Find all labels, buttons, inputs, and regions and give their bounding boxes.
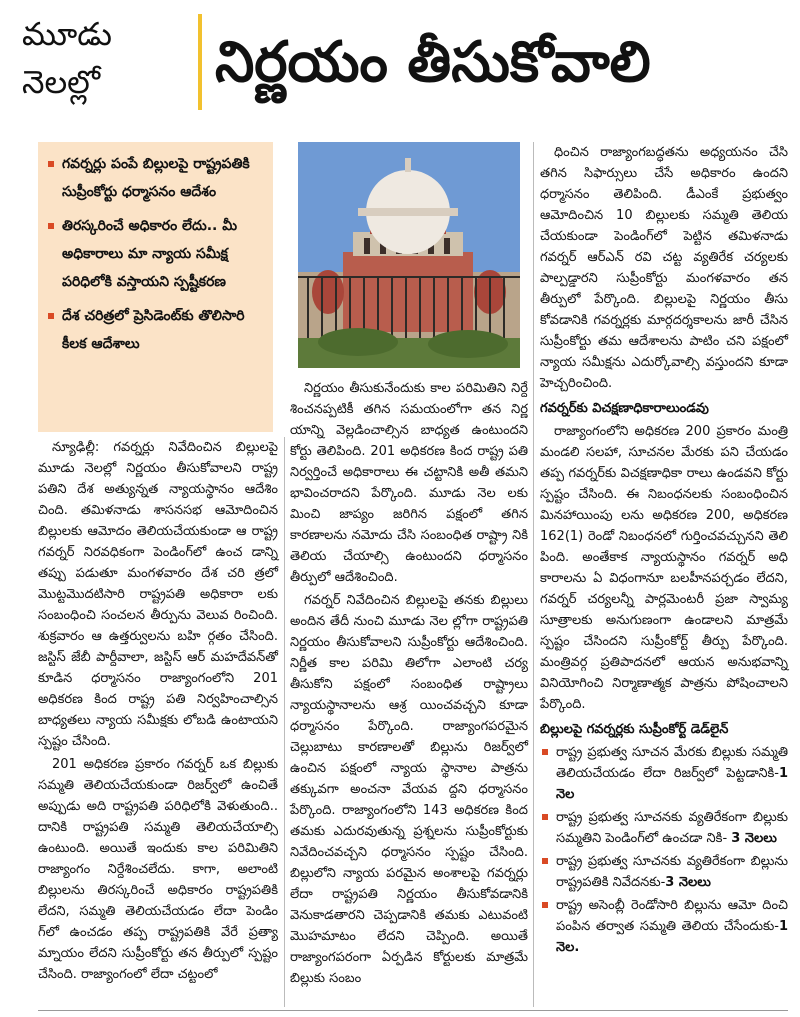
deadline-text: రాష్ట్ర ప్రభుత్వ సూచన మేరకు బిల్లుకు సమ్మతి తెలియచేయడం లేదా రిజర్వ్‌లో పెట్టడానికి- — [556, 745, 788, 781]
article-paragraph: నిర్ణయం తీసుకునేందుకు కాల పరిమితిని నిర్దే శించనప్పటికీ తగిన సమయంలోగా తన నిర్ణ యాన్ని వెల్లడించాల్సిన బాధ్యత ఉంటుందని కోర్టు తెలిపింది. 201 అధికరణ కింద రాష్ట్ర పతి నిర్వర్తించే అధికారాలు ఈ చట్టానికి అతీ తమని భావించరాదని పేర్కొంది. మూడు నెల లకు మించి జాప్యం జరిగిన పక్షంలో తగిన కారణాలను నమోదు చేసి సంబంధిత రాష్ట్రా నికి తెలియ చేయాల్సి ఉంటుందని ధర్మాసనం తీర్పులో ఆదేశించింది. — [290, 381, 528, 585]
deadline-text: రాష్ట్ర అసెంబ్లీ రెండోసారి బిల్లును ఆమో దించి పంపిన తర్వాత సమ్మతి తెలియ చేసేందుకు- — [556, 898, 788, 934]
kicker — [22, 10, 192, 106]
headline-divider — [198, 14, 202, 110]
square-bullet-icon — [542, 749, 548, 755]
article-paragraph: న్యూఢిల్లీ: గవర్నర్లు నివేదించిన బిల్లులపై మూడు నెలల్లో నిర్ణయం తీసుకోవాలని రాష్ట్ర పతిని దేశ అత్యున్నత న్యాయస్థానం ఆదేశిం చింది. తమిళనాడు శాసనసభ ఆమోదించిన బిల్లులకు ఆమోదం తెలియచేయకుండా ఆ రాష్ట్ర గవర్నర్ నిరవధికంగా పెండింగ్‌లో ఉంచ డాన్ని తప్పు పడుతూ మంగళవారం దేశ చరి త్రలో మొట్టమొదటిసారి రాష్ట్రపతి అధికారా లకు సంబంధించి సంచలన తీర్పును వెలువ రించింది. శుక్రవారం ఆ ఉత్తర్వులను బహి ర్గతం చేసింది. జస్టిస్ జేబీ పార్దీవాలా, జస్టిస్ ఆర్ మహదేవన్‌తో కూడిన ధర్మాసనం రాజ్యాంగంలోని 201 అధికరణ కింద రాష్ట్ర పతి నిర్వహించాల్సిన బాధ్యతలు న్యాయ సమీక్షకు లోబడి ఉంటాయని స్పష్టం చేసింది. — [38, 440, 278, 749]
square-bullet-icon — [48, 223, 54, 229]
square-bullet-icon — [542, 814, 548, 820]
kicker-line-2: నెలల్లో — [22, 63, 101, 101]
article-paragraph: రాజ్యాంగంలోని అధికరణ 200 ప్రకారం మంత్రి మండలి సలహా, సూచనల మేరకు పని చేయడం తప్ప గవర్నర్‌కు విచక్షణాధికా రాలు ఉండవని కోర్టు స్పష్టం చేసింది. ఈ నిబంధనలకు సంబంధించిన మినహాయింపు లను అధికరణ 200, అధికరణ 162(1) రెండో నిబంధనలో గుర్తించవచ్చునని తెలి పింది. అంతేకాక న్యాయస్థానం గవర్నర్ అధి కారాలను ఏ విధంగానూ బలహీనపర్చడం లేదని, గవర్నర్ చర్యలన్నీ పార్లమెంటరీ ప్రజా స్వామ్య సూత్రాలకు అనుగుణంగా ఉండాలని మాత్రమే స్పష్టం చేసిందని సుప్రీంకోర్ట్ తీర్పు పేర్కొంది. మంత్రివర్గ ప్రతిపాదనలో ఆయన అనుభవాన్ని వినియోగించి నిర్మాణాత్మక పాత్రను పోషించాలని పేర్కొంది. — [540, 424, 788, 712]
headline: నిర్ణయం తీసుకోవాలి — [215, 30, 651, 95]
highlight-text: తిరస్కరించే అధికారం లేదు.. మీ అధికారాలు మా న్యాయ సమీక్ష పరిధిలోకి వస్తాయని స్పష్టీకరణ — [62, 218, 238, 290]
article-column-3 — [540, 142, 788, 960]
square-bullet-icon — [48, 313, 54, 319]
deadline-list — [540, 742, 788, 958]
article-paragraph: 201 అధికరణ ప్రకారం గవర్నర్ ఒక బిల్లుకు సమ్మతి తెలియచేయకుండా రిజర్వ్‌లో ఉంచితే అప్పుడు అది రాష్ట్రపతి పరిధిలోకి వెళుతుంది.. దానికి రాష్ట్రపతి సమ్మతి తెలియచేయాల్సి ఉంటుంది. అయితే ఇందుకు కాల పరిమితిని రాజ్యాంగం నిర్దేశించలేదు. కాగా, అలాంటి బిల్లులను తిరస్కరించే అధికారం రాష్ట్రపతికి లేదని, సమ్మతి తెలియచేయడం లేదా పెండిం గ్‌లో ఉంచడం తప్ప రాష్ట్రపతికి వేరే ప్రత్యా మ్నాయం లేదని సుప్రీంకోర్టు తన తీర్పులో స్పష్టం చేసింది. రాజ్యాంగంలో లేదా చట్టంలో — [38, 757, 278, 982]
subheading: బిల్లులపై గవర్నర్లకు సుప్రీంకోర్ట్ డెడ్‌లైన్ — [540, 722, 729, 737]
square-bullet-icon — [542, 902, 548, 908]
square-bullet-icon — [542, 858, 548, 864]
deadline-value: 1 నెల — [556, 766, 788, 802]
highlight-item — [46, 150, 263, 206]
article-column-1 — [38, 437, 278, 987]
column-divider — [533, 142, 534, 1007]
list-item — [540, 807, 788, 849]
list-item — [540, 895, 788, 958]
highlight-text: గవర్నర్లు పంపే బిల్లులపై రాష్ట్రపతికి సుప్రీంకోర్టు ధర్మాసనం ఆదేశం — [62, 156, 250, 200]
deadline-text: రాష్ట్ర ప్రభుత్వ సూచనకు వ్యతిరేకంగా బిల్లును రాష్ట్రపతికి నివేదనకు- — [556, 854, 788, 890]
article-paragraph: ధించిన రాజ్యాంగబద్ధతను అధ్యయనం చేసి తగిన సిఫార్సులు చేసే అధికారం ఉందని ధర్మాసనం తెలిపింది. డీఎంకే ప్రభుత్వం ఆమోదించిన 10 బిల్లులకు సమ్మతి తెలియ చేయకుండా పెండింగ్‌లో పెట్టిన తమిళనాడు గవర్నర్ ఆర్ఎన్ రవి చట్ట వ్యతిరేక చర్యలకు పాల్పడ్డారని సుప్రీంకోర్టు మంగళవారం తన తీర్పులో పేర్కొంది. బిల్లులపై నిర్ణయం తీసు కోవడానికి గవర్నర్లకు మార్గదర్శకాలను జారీ చేసిన సుప్రీంకోర్టు తమ ఆదేశాలను పాటిం చని పక్షంలో న్యాయ సమీక్షను ఎదుర్కోవాల్సి వస్తుందని కూడా హెచ్చరించింది. — [540, 145, 788, 391]
article-paragraph: గవర్నర్ నివేదించిన బిల్లులపై తనకు బిల్లులు అందిన తేదీ నుంచి మూడు నెల ల్లోగా రాష్ట్రపతి నిర్ణయం తీసుకోవాలని సుప్రీంకోర్టు ఆదేశించింది. నిర్ణీత కాల పరిమి తిలోగా ఎలాంటి చర్య తీసుకోని పక్షంలో సంబంధిత రాష్ట్రాలు న్యాయస్థానాలను ఆశ్ర యించవచ్చని కూడా ధర్మాసనం పేర్కొంది. రాజ్యాంగపరమైన చెల్లుబాటు కారణాలతో బిల్లును రిజర్వ్‌లో ఉంచిన పక్షంలో న్యాయ స్థానాల పాత్రను తక్కువగా అంచనా వేయవ ద్దని ధర్మాసనం పేర్కొంది. రాజ్యాంగంలోని 143 అధికరణ కింద తమకు ఎదురవుతున్న ప్రశ్నలను సుప్రీంకోర్టుకు నివేదించవచ్చని ధర్మాసనం స్పష్టం చేసింది. బిల్లులోని న్యాయ పరమైన అంశాలపై గవర్నర్లు లేదా రాష్ట్రపతి నిర్ణయం తీసుకోవడానికి వెనుకాడతారని చెప్పడానికి తమకు ఎటువంటి మొహమాటం లేదని చెప్పింది. అయితే రాజ్యాంగపరంగా ఏర్పడిన కోర్టులకు మాత్రమే బిల్లుకు సంబం — [290, 593, 528, 986]
square-bullet-icon — [48, 161, 54, 167]
deadline-value: 3 నెలలు — [665, 875, 711, 890]
highlight-item — [46, 302, 263, 358]
list-item — [540, 742, 788, 805]
column-divider — [284, 437, 285, 1007]
supreme-court-photo — [298, 142, 520, 368]
highlight-item — [46, 212, 263, 296]
deadline-value: 3 నెలలు — [731, 831, 777, 846]
bottom-rule — [38, 1010, 788, 1011]
highlight-text: దేశ చరిత్రలో ప్రెసిడెంట్‌కు తొలిసారి కీలక ఆదేశాలు — [62, 308, 245, 352]
highlights-box — [38, 142, 273, 432]
deadline-text: రాష్ట్ర ప్రభుత్వ సూచనకు వ్యతిరేకంగా బిల్లుకు సమ్మతిని పెండింగ్‌లో ఉంచడా నికి- — [556, 810, 788, 846]
deadline-value: 1 నెల. — [556, 919, 788, 955]
subheading: గవర్నర్‌కు విచక్షణాధికారాలుండవు — [540, 401, 709, 416]
list-item — [540, 851, 788, 893]
kicker-line-1: మూడు — [22, 15, 112, 53]
article-column-2 — [290, 378, 528, 991]
